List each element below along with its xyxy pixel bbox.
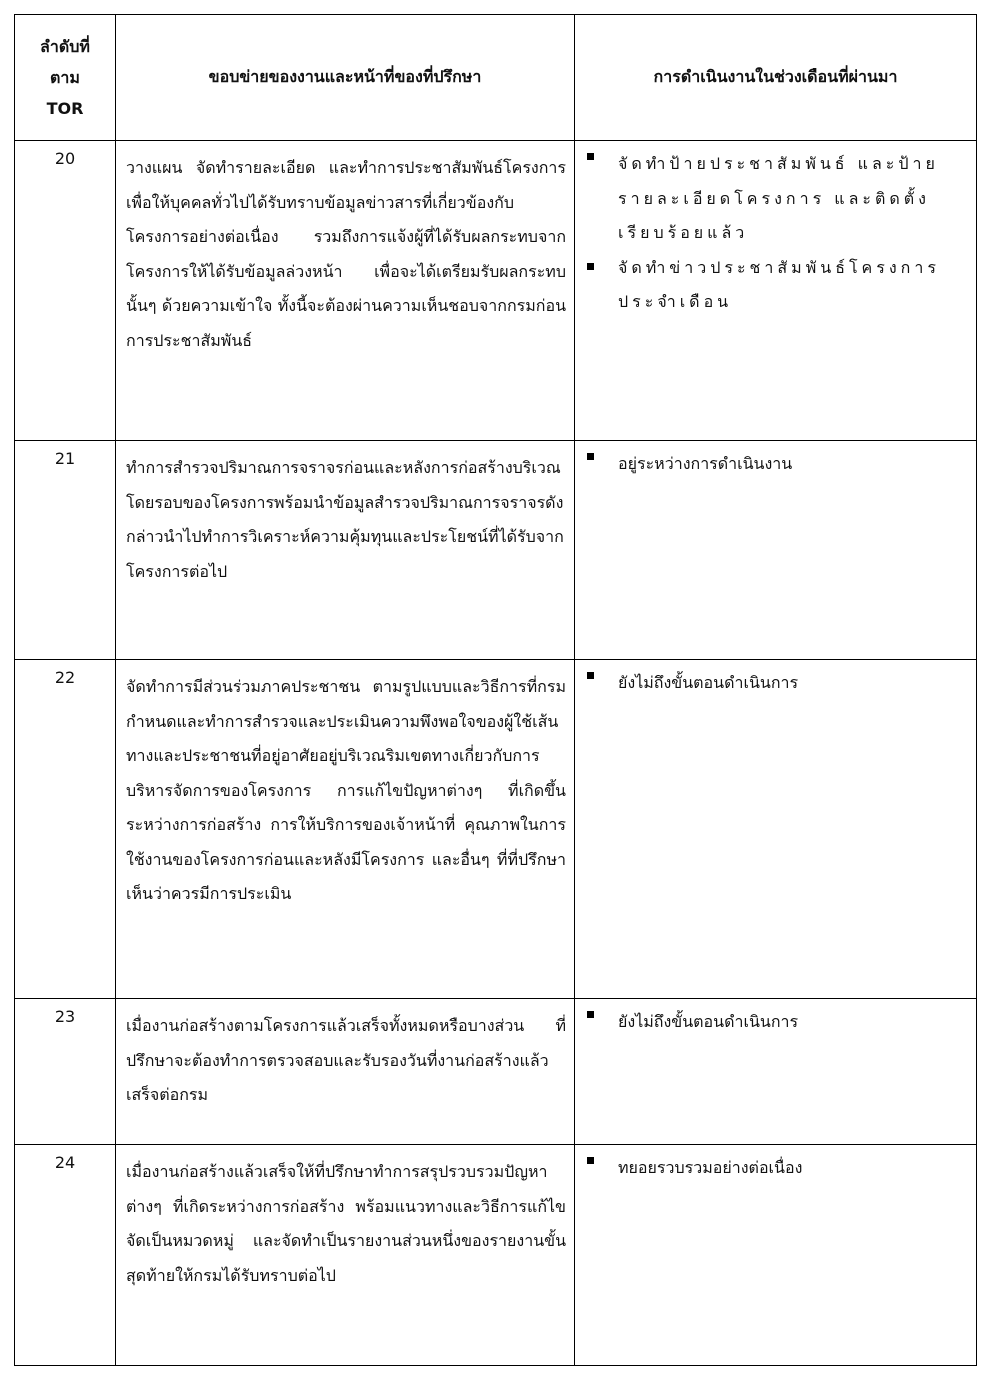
progress-text: ยังไม่ถึงขั้นตอนดำเนินการ bbox=[618, 1012, 799, 1031]
progress-item bbox=[581, 1005, 968, 1040]
progress-item bbox=[581, 666, 968, 701]
square-bullet-icon bbox=[587, 453, 594, 460]
header-no bbox=[15, 15, 116, 141]
progress-text: จัดทำข่าวประชาสัมพันธ์โครงการประจำเดือน bbox=[618, 257, 940, 311]
progress-item bbox=[581, 1151, 968, 1186]
row-number: 20 bbox=[15, 141, 116, 441]
progress-cell bbox=[575, 999, 977, 1145]
scope-text: วางแผน จัดทำรายละเอียด และทำการประชาสัมพันธ์โครงการเพื่อให้บุคคลทั่วไปได้รับทราบข้อมูลข่าวสารที่เกี่ยวข้องกับโครงการอย่างต่อเนื่อง รวมถึงการแจ้งผู้ที่ได้รับผลกระทบจากโครงการให้ได้รับข้อมูลล่วงหน้า เพื่อจะได้เตรียมรับผลกระทบนั้นๆ ด้วยความเข้าใจ ทั้งนี้จะต้องผ่านความเห็นชอบจากกรมก่อนการประชาสัมพันธ์ bbox=[116, 141, 575, 441]
scope-text: จัดทำการมีส่วนร่วมภาคประชาชน ตามรูปแบบและวิธีการที่กรมกำหนดและทำการสำรวจและประเมินความพึงพอใจของผู้ใช้เส้นทางและประชาชนที่อยู่อาศัยอยู่บริเวณริมเขตทางเกี่ยวกับการบริหารจัดการของโครงการ การแก้ไขปัญหาต่างๆ ที่เกิดขึ้นระหว่างการก่อสร้าง การให้บริการของเจ้าหน้าที่ คุณภาพในการใช้งานของโครงการก่อนและหลังมีโครงการ และอื่นๆ ที่ที่ปรึกษาเห็นว่าควรมีการประเมิน bbox=[116, 660, 575, 999]
scope-text: ทำการสำรวจปริมาณการจราจรก่อนและหลังการก่อสร้างบริเวณโดยรอบของโครงการพร้อมนำข้อมูลสำรวจปริมาณการจราจรดังกล่าวนำไปทำการวิเคราะห์ความคุ้มทุนและประโยชน์ที่ได้รับจากโครงการต่อไป bbox=[116, 441, 575, 660]
tor-progress-table bbox=[14, 14, 977, 1366]
progress-item bbox=[581, 447, 968, 482]
table-row bbox=[15, 999, 977, 1145]
header-no-line-2: ตาม bbox=[50, 68, 80, 87]
row-number: 23 bbox=[15, 999, 116, 1145]
row-number: 24 bbox=[15, 1145, 116, 1366]
progress-item bbox=[581, 147, 968, 251]
row-number: 21 bbox=[15, 441, 116, 660]
header-scope: ขอบข่ายของงานและหน้าที่ของที่ปรึกษา bbox=[116, 15, 575, 141]
progress-item bbox=[581, 251, 968, 320]
table-row bbox=[15, 441, 977, 660]
progress-list bbox=[581, 147, 968, 320]
header-progress: การดำเนินงานในช่วงเดือนที่ผ่านมา bbox=[575, 15, 977, 141]
progress-list bbox=[581, 666, 968, 701]
progress-cell bbox=[575, 660, 977, 999]
square-bullet-icon bbox=[587, 263, 594, 270]
progress-list bbox=[581, 1151, 968, 1186]
table-row bbox=[15, 1145, 977, 1366]
progress-text: ยังไม่ถึงขั้นตอนดำเนินการ bbox=[618, 673, 799, 692]
progress-cell bbox=[575, 441, 977, 660]
progress-text: จัดทำป้ายประชาสัมพันธ์ และป้ายรายละเอียดโครงการ และติดตั้งเรียบร้อยแล้ว bbox=[618, 154, 939, 242]
progress-list bbox=[581, 1005, 968, 1040]
progress-cell bbox=[575, 141, 977, 441]
square-bullet-icon bbox=[587, 1011, 594, 1018]
table-row bbox=[15, 660, 977, 999]
square-bullet-icon bbox=[587, 1157, 594, 1164]
progress-text: ทยอยรวบรวมอย่างต่อเนื่อง bbox=[618, 1158, 803, 1177]
table-row bbox=[15, 141, 977, 441]
scope-text: เมื่องานก่อสร้างแล้วเสร็จให้ที่ปรึกษาทำการสรุปรวบรวมปัญหาต่างๆ ที่เกิดระหว่างการก่อสร้าง พร้อมแนวทางและวิธีการแก้ไขจัดเป็นหมวดหมู่ และจัดทำเป็นรายงานส่วนหนึ่งของรายงานขั้นสุดท้ายให้กรมได้รับทราบต่อไป bbox=[116, 1145, 575, 1366]
progress-cell bbox=[575, 1145, 977, 1366]
square-bullet-icon bbox=[587, 672, 594, 679]
header-no-line-1: ลำดับที่ bbox=[40, 37, 90, 56]
row-number: 22 bbox=[15, 660, 116, 999]
progress-text: อยู่ระหว่างการดำเนินงาน bbox=[618, 454, 793, 473]
header-no-line-3: TOR bbox=[46, 99, 84, 118]
header-row bbox=[15, 15, 977, 141]
square-bullet-icon bbox=[587, 153, 594, 160]
scope-text: เมื่องานก่อสร้างตามโครงการแล้วเสร็จทั้งหมดหรือบางส่วน ที่ปรึกษาจะต้องทำการตรวจสอบและรับรองวันที่งานก่อสร้างแล้วเสร็จต่อกรม bbox=[116, 999, 575, 1145]
progress-list bbox=[581, 447, 968, 482]
